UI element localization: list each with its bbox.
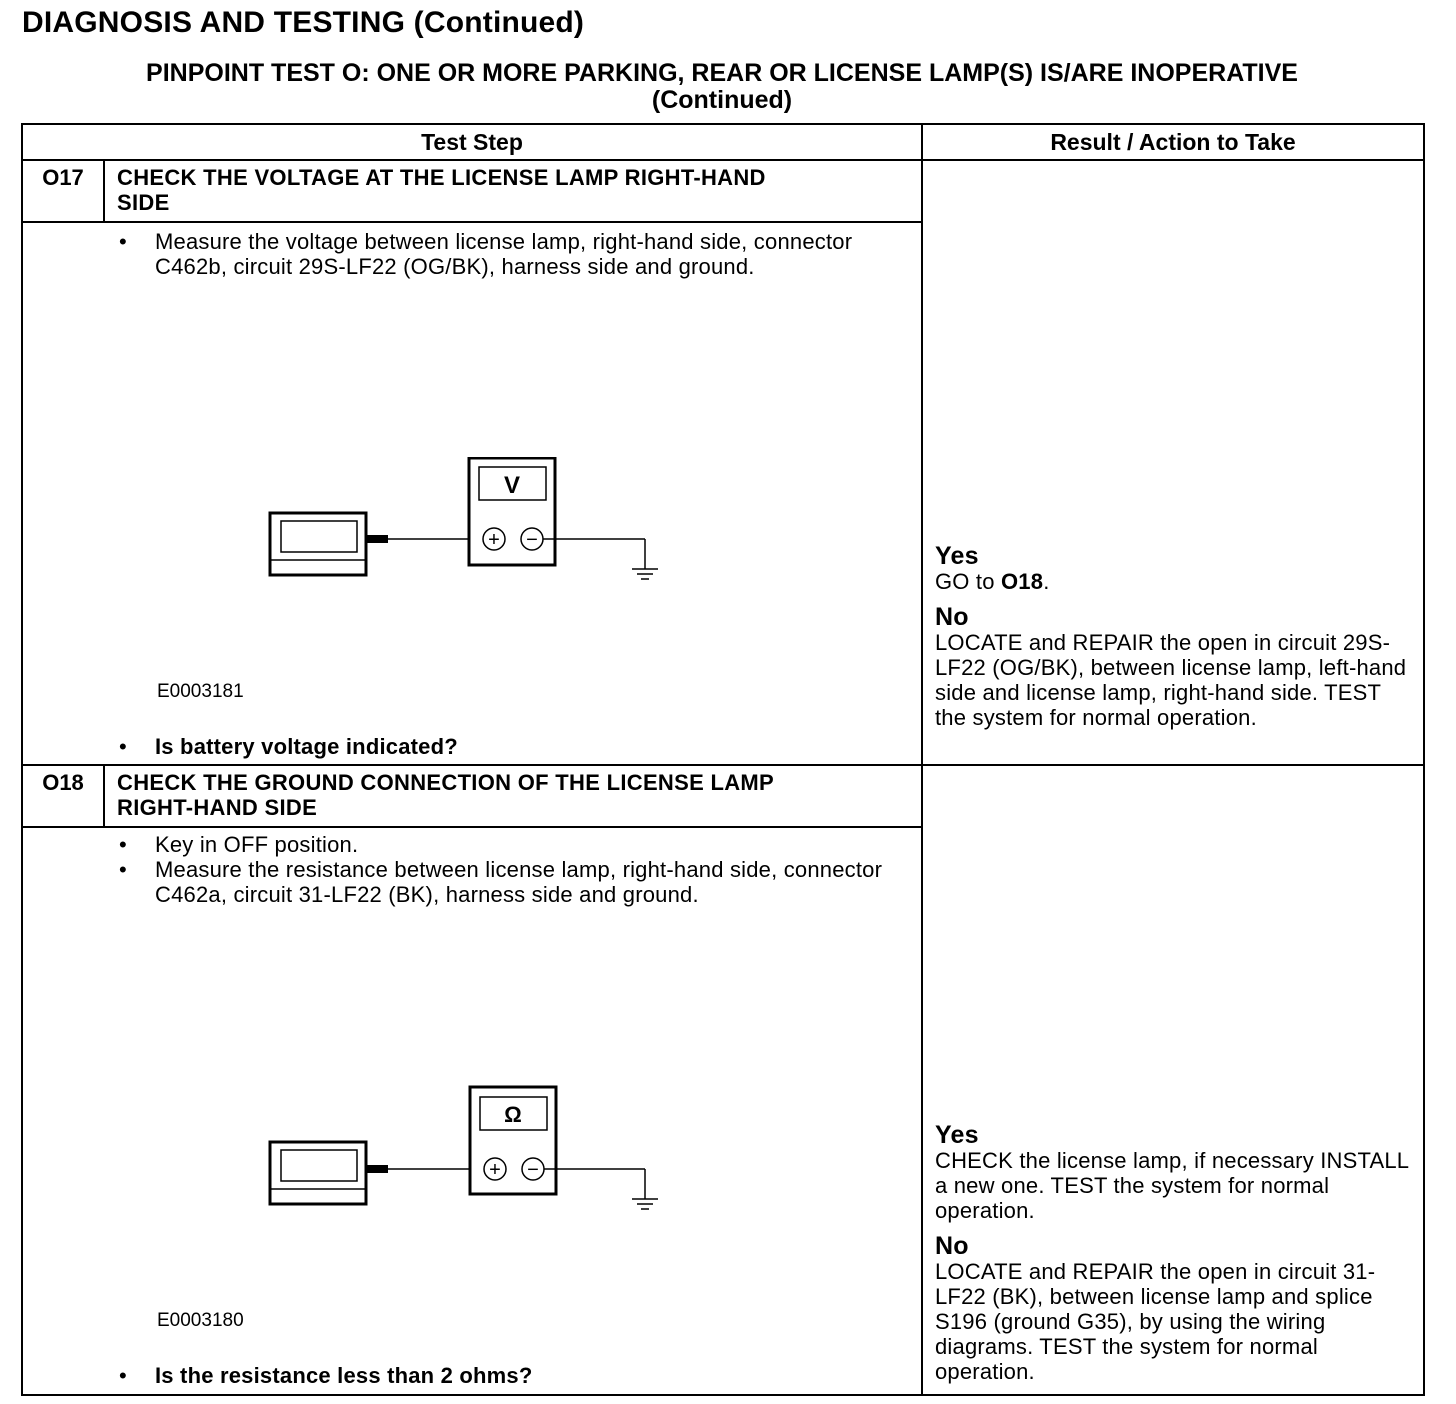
step-question: Is the resistance less than 2 ohms? (155, 1363, 533, 1388)
result-cell-o18 (922, 765, 1424, 1395)
pinpoint-test-title (22, 60, 1422, 114)
column-header-test-step: Test Step (22, 124, 922, 160)
yes-label: Yes (935, 542, 979, 570)
yes-label: Yes (935, 1121, 979, 1149)
no-label: No (935, 603, 969, 631)
test-step-cell-o17 (22, 160, 922, 765)
connector-window (281, 521, 357, 552)
probe-plug (366, 1165, 388, 1173)
step-body (23, 828, 921, 1394)
test-step-cell-o18 (22, 765, 922, 1395)
meter-symbol-ohm: Ω (504, 1102, 522, 1127)
bullet-dot: • (119, 229, 127, 254)
step-title-line2: SIDE (117, 190, 170, 215)
yes-suffix: . (1043, 569, 1050, 594)
pinpoint-test-title-line2: (Continued) (651, 86, 793, 114)
no-label: No (935, 1232, 969, 1260)
ohmmeter-diagram (23, 1085, 923, 1235)
bullet-dot: • (119, 1363, 127, 1388)
bullet-dot: • (119, 832, 127, 857)
step-header (23, 766, 921, 828)
step-title (105, 161, 921, 221)
bullet-dot: • (119, 857, 127, 882)
table-row (22, 160, 1424, 765)
step-question: Is battery voltage indicated? (155, 734, 458, 759)
pinpoint-test-table (21, 123, 1425, 1396)
table-row (22, 765, 1424, 1395)
table-header-row (22, 124, 1424, 160)
connector-window (281, 1150, 357, 1181)
result-cell-o17 (922, 160, 1424, 765)
figure-id: E0003181 (157, 681, 244, 702)
step-id: O17 (23, 161, 105, 221)
step-title-line2: RIGHT-HAND SIDE (117, 795, 318, 820)
result-block (935, 1122, 1415, 1384)
figure-id: E0003180 (157, 1310, 244, 1331)
step-title (105, 766, 921, 826)
go-to-step-link[interactable]: O18 (1001, 569, 1044, 594)
pinpoint-test-title-line1: PINPOINT TEST O: ONE OR MORE PARKING, REAR OR LICENSE LAMP(S) IS/ARE INOPERATIVE (146, 59, 1298, 87)
page-title: DIAGNOSIS AND TESTING (Continued) (22, 6, 585, 39)
ground-icon (632, 1199, 658, 1209)
no-action: LOCATE and REPAIR the open in circuit 29S-LF22 (OG/BK), between license lamp, left-hand side and license lamp, right-hand side. TEST the system for normal operation. (935, 630, 1407, 730)
meter-symbol-v: V (503, 472, 521, 499)
step-body (23, 223, 921, 764)
yes-prefix: GO to (935, 569, 1001, 594)
voltmeter-diagram (23, 457, 923, 607)
step-instruction: Measure the voltage between license lamp, right-hand side, connector C462b, circuit 29S-LF22 (OG/BK), harness side and ground. (155, 229, 853, 279)
yes-action (935, 569, 1415, 594)
plus-terminal-sign: + (489, 1159, 501, 1181)
step-id: O18 (23, 766, 105, 826)
minus-terminal-sign: − (527, 1159, 539, 1181)
step-instruction: Measure the resistance between license lamp, right-hand side, connector C462a, circuit 31-LF22 (BK), harness side and ground. (155, 857, 883, 907)
no-action: LOCATE and REPAIR the open in circuit 31-LF22 (BK), between license lamp and splice S196 (ground G35), by using the wiring diagrams. TEST the system for normal operation. (935, 1259, 1376, 1384)
probe-plug (366, 535, 388, 543)
result-block (935, 543, 1415, 730)
bullet-dot: • (119, 734, 127, 759)
step-title-line1: CHECK THE VOLTAGE AT THE LICENSE LAMP RIGHT-HAND (117, 165, 766, 190)
plus-terminal-sign: + (488, 529, 500, 551)
minus-terminal-sign: − (526, 529, 538, 551)
step-title-line1: CHECK THE GROUND CONNECTION OF THE LICENSE LAMP (117, 770, 774, 795)
yes-action: CHECK the license lamp, if necessary INSTALL a new one. TEST the system for normal operation. (935, 1148, 1409, 1223)
step-header (23, 161, 921, 223)
ground-icon (632, 569, 658, 579)
step-instruction: Key in OFF position. (155, 832, 359, 857)
column-header-result: Result / Action to Take (922, 124, 1424, 160)
